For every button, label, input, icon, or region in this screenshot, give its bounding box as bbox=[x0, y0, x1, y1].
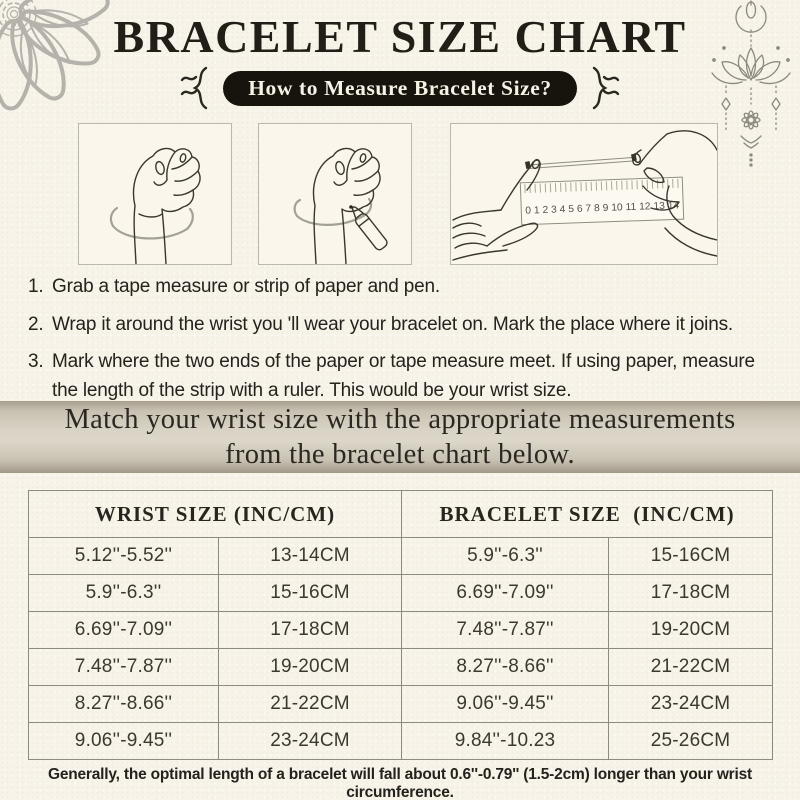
wrist-cm-cell: 19-20CM bbox=[219, 649, 402, 686]
step-text: Mark where the two ends of the paper or tape measure meet. If using paper, measure the length of the strip with a ruler. This would be your wrist size. bbox=[52, 351, 755, 401]
wrist-cm-cell: 15-16CM bbox=[219, 575, 402, 612]
match-banner-text: Match your wrist size with the appropriate measurements from the bracelet chart below. bbox=[64, 403, 736, 470]
wrist-inch-cell: 8.27''-8.66'' bbox=[29, 686, 219, 723]
wrist-inch-cell: 5.9''-6.3'' bbox=[29, 575, 219, 612]
bracelet-cm-cell: 17-18CM bbox=[609, 575, 773, 612]
flourish-right-icon bbox=[590, 66, 620, 110]
bracelet-cm-cell: 23-24CM bbox=[609, 686, 773, 723]
wrist-inch-cell: 6.69''-7.09'' bbox=[29, 612, 219, 649]
flourish-left-icon bbox=[180, 66, 210, 110]
page-title: BRACELET SIZE CHART bbox=[113, 11, 687, 62]
bracelet-cm-cell: 25-26CM bbox=[609, 723, 773, 760]
size-chart-table bbox=[28, 490, 773, 760]
subtitle-row bbox=[0, 68, 800, 108]
how-to-measure-badge: How to Measure Bracelet Size? bbox=[223, 71, 577, 106]
step-3 bbox=[28, 348, 776, 405]
footnote: Generally, the optimal length of a bracelet will fall about 0.6''-0.79'' (1.5-2cm) longer than your wrist circumference. bbox=[47, 766, 753, 800]
illustration-mark-pen bbox=[258, 123, 412, 265]
step-number: 1. bbox=[28, 276, 44, 297]
step-text: Grab a tape measure or strip of paper and pen. bbox=[52, 276, 440, 297]
wrist-cm-cell: 21-22CM bbox=[219, 686, 402, 723]
wrist-inch-cell: 7.48''-7.87'' bbox=[29, 649, 219, 686]
table-header-row bbox=[29, 491, 773, 538]
bracelet-inch-cell: 6.69''-7.09'' bbox=[402, 575, 609, 612]
wrist-inch-cell: 5.12''-5.52'' bbox=[29, 538, 219, 575]
wrist-size-header: WRIST SIZE (INC/CM) bbox=[29, 491, 402, 538]
ruler-scale-numbers: 0 1 2 3 4 5 6 7 8 9 10 11 12 13 14 bbox=[525, 200, 675, 217]
step-1 bbox=[28, 273, 776, 302]
bracelet-inch-cell: 8.27''-8.66'' bbox=[402, 649, 609, 686]
table-row bbox=[29, 686, 773, 723]
wrist-cm-cell: 17-18CM bbox=[219, 612, 402, 649]
step-2 bbox=[28, 311, 776, 340]
wrist-cm-cell: 23-24CM bbox=[219, 723, 402, 760]
table-row bbox=[29, 612, 773, 649]
match-banner bbox=[0, 401, 800, 473]
bracelet-cm-cell: 21-22CM bbox=[609, 649, 773, 686]
bracelet-inch-cell: 9.06''-9.45'' bbox=[402, 686, 609, 723]
illustration-wrap-tape bbox=[78, 123, 232, 265]
illustration-ruler-measure bbox=[450, 123, 718, 265]
wrist-inch-cell: 9.06''-9.45'' bbox=[29, 723, 219, 760]
step-number: 3. bbox=[28, 351, 44, 372]
bracelet-cm-cell: 15-16CM bbox=[609, 538, 773, 575]
step-number: 2. bbox=[28, 313, 44, 335]
wrist-cm-cell: 13-14CM bbox=[219, 538, 402, 575]
bracelet-cm-cell: 19-20CM bbox=[609, 612, 773, 649]
step-text: Wrap it around the wrist you 'll wear your bracelet on. Mark the place where it joins. bbox=[52, 313, 733, 335]
bracelet-inch-cell: 7.48''-7.87'' bbox=[402, 612, 609, 649]
table-row bbox=[29, 723, 773, 760]
table-row bbox=[29, 649, 773, 686]
bracelet-size-header: BRACELET SIZE (INC/CM) bbox=[402, 491, 773, 538]
table-row bbox=[29, 538, 773, 575]
bracelet-inch-cell: 5.9''-6.3'' bbox=[402, 538, 609, 575]
bracelet-inch-cell: 9.84''-10.23 bbox=[402, 723, 609, 760]
instruction-steps bbox=[28, 273, 776, 414]
table-row bbox=[29, 575, 773, 612]
